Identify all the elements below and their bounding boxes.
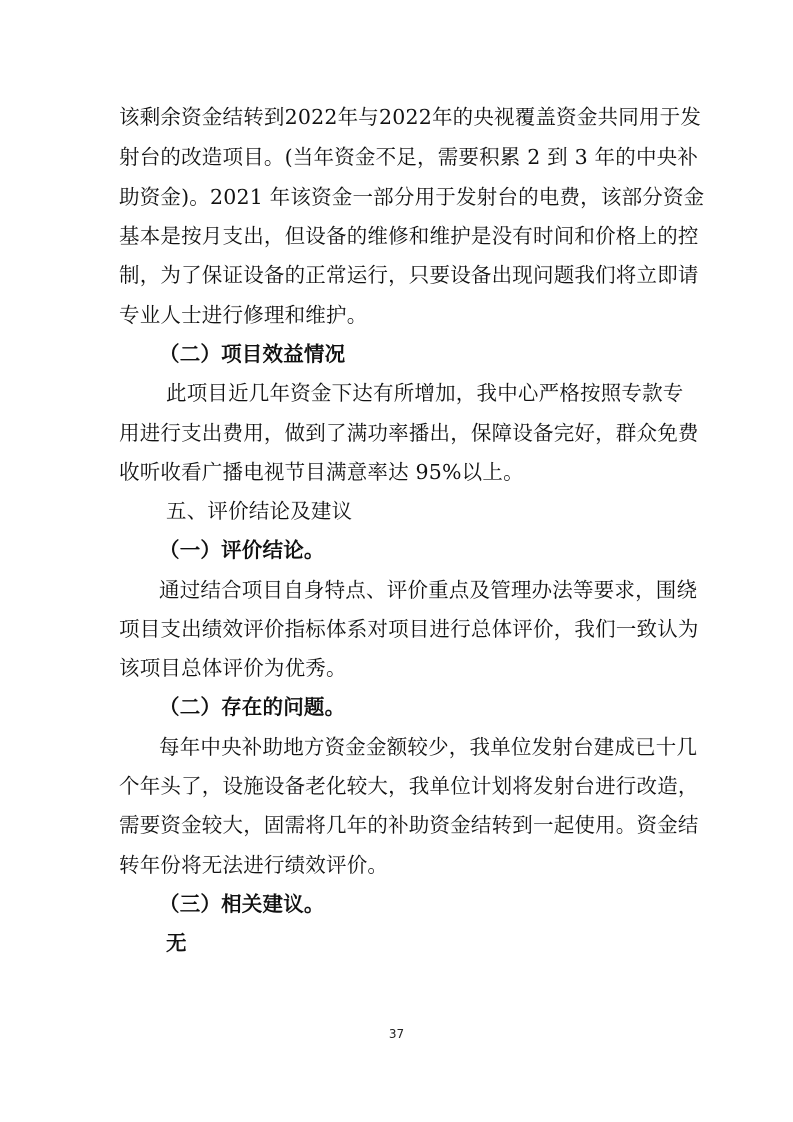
section-five-title: 五、评价结论及建议: [166, 499, 353, 523]
paragraph-1-line-5: 制，为了保证设备的正常运行，只要设备出现问题我们将立即请: [119, 263, 699, 287]
heading-existing-problems: （二）存在的问题。: [159, 695, 346, 719]
paragraph-4-line-2: 个年头了，设施设备老化较大，我单位计划将发射台进行改造，: [119, 774, 699, 798]
paragraph-1-line-4: 基本是按月支出，但设备的维修和维护是没有时间和价格上的控: [119, 224, 699, 248]
paragraph-4-line-3: 需要资金较大，固需将几年的补助资金结转到一起使用。资金结: [119, 813, 699, 837]
paragraph-4-line-4: 转年份将无法进行绩效评价。: [119, 853, 389, 877]
paragraph-1-line-3: 助资金)。2021 年该资金一部分用于发射台的电费，该部分资金: [119, 185, 705, 209]
heading-evaluation-conclusion: （一）评价结论。: [159, 538, 325, 562]
paragraph-2-line-2: 用进行支出费用，做到了满功率播出，保障设备完好，群众免费: [119, 421, 699, 445]
paragraph-3-line-3: 该项目总体评价为优秀。: [119, 656, 347, 680]
paragraph-1-line-1: 该剩余资金结转到2022年与2022年的央视覆盖资金共同用于发: [119, 105, 702, 129]
heading-related-suggestions: （三）相关建议。: [159, 892, 325, 916]
page-number: 37: [388, 1027, 405, 1041]
paragraph-1-line-6: 专业人士进行修理和维护。: [119, 303, 368, 327]
paragraph-2-line-1: 此项目近几年资金下达有所增加，我中心严格按照专款专: [166, 381, 684, 405]
paragraph-3-line-1: 通过结合项目自身特点、评价重点及管理办法等要求，围绕: [159, 578, 698, 602]
paragraph-4-line-1: 每年中央补助地方资金金额较少，我单位发射台建成已十几: [159, 735, 698, 759]
paragraph-2-line-3: 收听收看广播电视节目满意率达 95%以上。: [119, 460, 524, 484]
paragraph-1-line-2: 射台的改造项目。(当年资金不足，需要积累 2 到 3 年的中央补: [119, 145, 699, 169]
paragraph-3-line-2: 项目支出绩效评价指标体系对项目进行总体评价，我们一致认为: [119, 617, 699, 641]
suggestion-text: 无: [166, 931, 187, 955]
heading-project-benefit: （二）项目效益情况: [159, 342, 346, 366]
